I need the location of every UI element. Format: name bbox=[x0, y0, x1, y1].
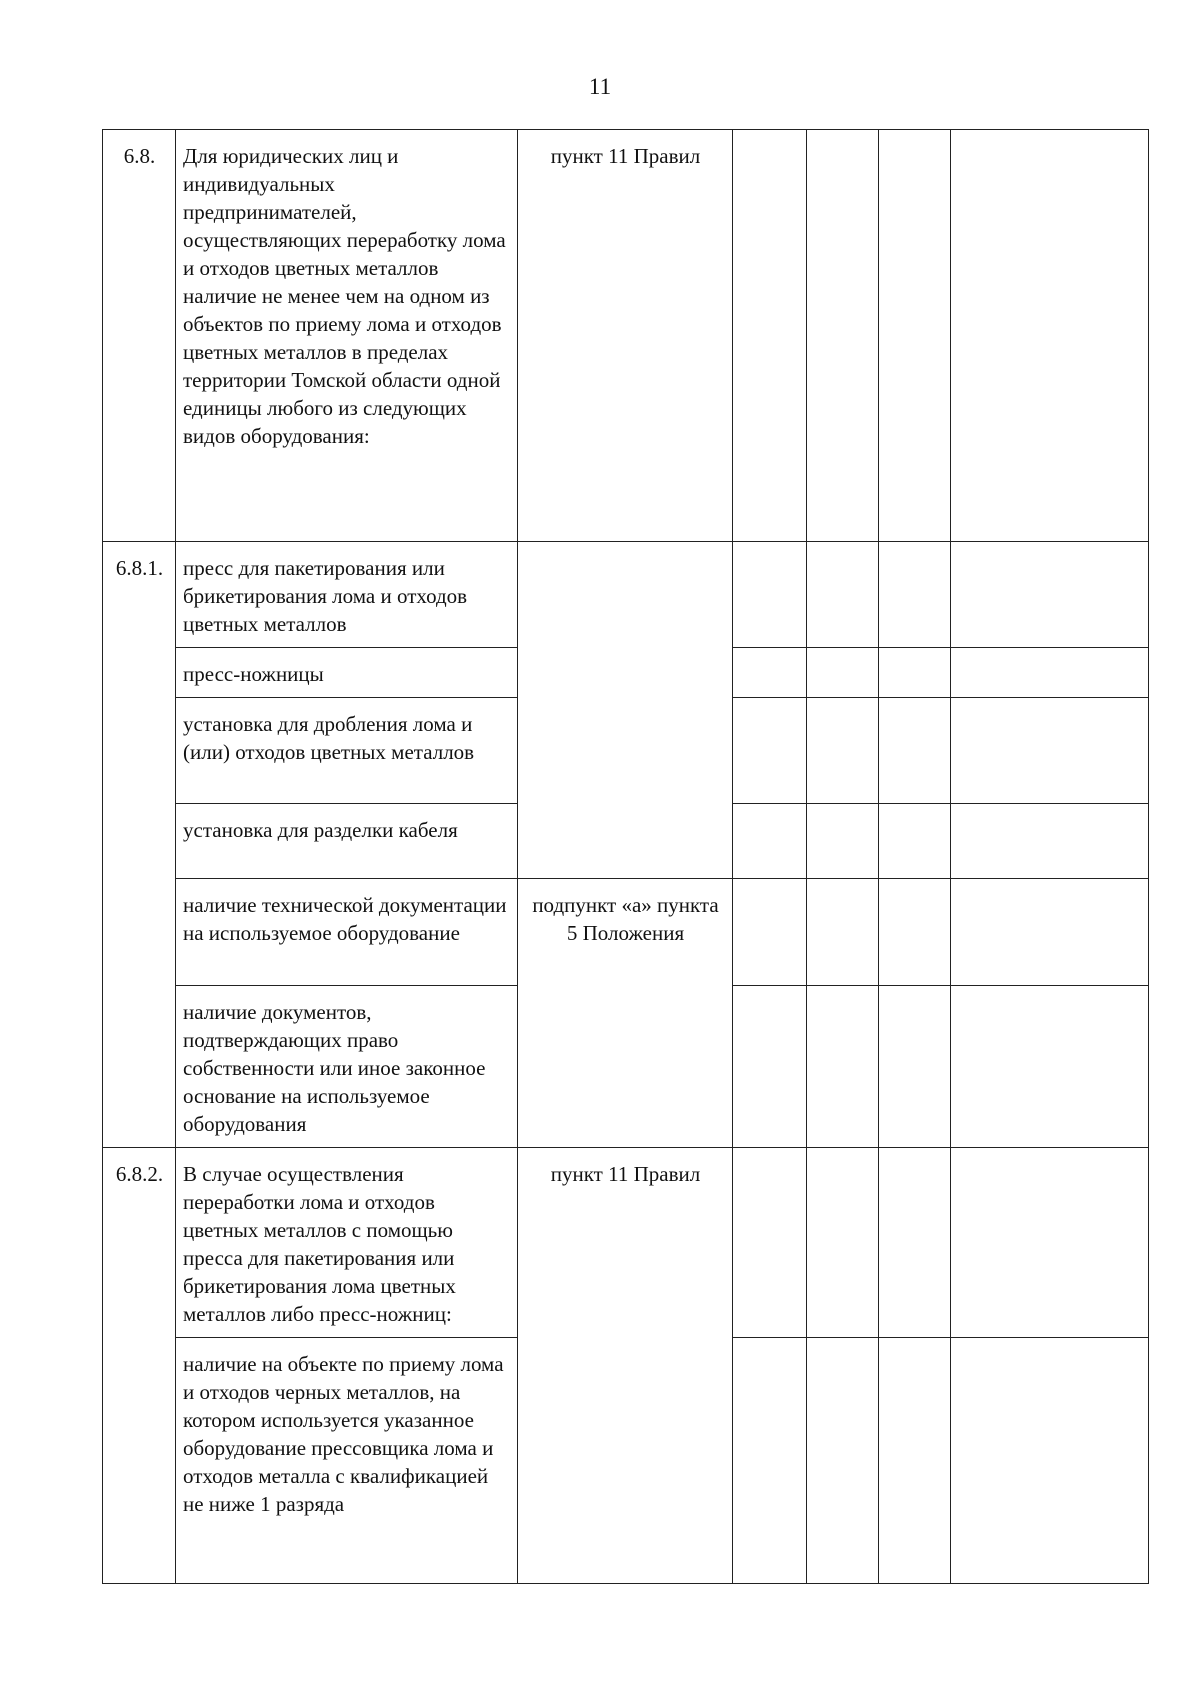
item-number: 6.8.1. bbox=[103, 542, 176, 1148]
item-number: 6.8. bbox=[103, 130, 176, 542]
answer-cell bbox=[733, 1148, 807, 1338]
answer-cell bbox=[733, 879, 807, 986]
answer-cell bbox=[807, 1338, 879, 1584]
answer-cell bbox=[879, 1148, 951, 1338]
answer-cell bbox=[807, 879, 879, 986]
answer-cell bbox=[733, 130, 807, 542]
comment-cell bbox=[951, 986, 1149, 1148]
answer-cell bbox=[807, 804, 879, 879]
requirement-text: наличие на объекте по приему лома и отходов черных металлов, на котором используется указанное оборудование прессовщика лома и отходов металла с квалификацией не ниже 1 разряда bbox=[176, 1338, 518, 1584]
comment-cell bbox=[951, 1338, 1149, 1584]
legal-reference: пункт 11 Правил bbox=[518, 1148, 733, 1584]
answer-cell bbox=[879, 698, 951, 804]
comment-cell bbox=[951, 698, 1149, 804]
answer-cell bbox=[807, 648, 879, 698]
answer-cell bbox=[879, 1338, 951, 1584]
item-number: 6.8.2. bbox=[103, 1148, 176, 1584]
answer-cell bbox=[733, 986, 807, 1148]
requirement-text: пресс для пакетирования или брикетирования лома и отходов цветных металлов bbox=[176, 542, 518, 648]
comment-cell bbox=[951, 804, 1149, 879]
answer-cell bbox=[807, 698, 879, 804]
answer-cell bbox=[807, 986, 879, 1148]
comment-cell bbox=[951, 648, 1149, 698]
table-row bbox=[103, 1148, 1149, 1338]
answer-cell bbox=[807, 130, 879, 542]
table-row bbox=[103, 130, 1149, 542]
answer-cell bbox=[879, 542, 951, 648]
answer-cell bbox=[879, 804, 951, 879]
requirement-text: пресс-ножницы bbox=[176, 648, 518, 698]
requirement-text: наличие технической документации на используемое оборудование bbox=[176, 879, 518, 986]
answer-cell bbox=[733, 804, 807, 879]
answer-cell bbox=[879, 879, 951, 986]
answer-cell bbox=[733, 648, 807, 698]
page-number: 11 bbox=[588, 74, 612, 99]
requirement-text: наличие документов, подтверждающих право собственности или иное законное основание на используемое оборудования bbox=[176, 986, 518, 1148]
table-row bbox=[103, 542, 1149, 648]
requirement-text: Для юридических лиц и индивидуальных предпринимателей, осуществляющих переработку лома и отходов цветных металлов наличие не менее чем на одном из объектов по приему лома и отходов цветных металлов в пределах территории Томской области одной единицы любого из следующих видов оборудования: bbox=[176, 130, 518, 542]
answer-cell bbox=[733, 698, 807, 804]
answer-cell bbox=[807, 1148, 879, 1338]
answer-cell bbox=[733, 1338, 807, 1584]
requirement-text: установка для дробления лома и (или) отходов цветных металлов bbox=[176, 698, 518, 804]
table-row bbox=[103, 879, 1149, 986]
comment-cell bbox=[951, 879, 1149, 986]
answer-cell bbox=[879, 130, 951, 542]
legal-reference: пункт 11 Правил bbox=[518, 130, 733, 542]
legal-reference bbox=[518, 542, 733, 879]
comment-cell bbox=[951, 542, 1149, 648]
comment-cell bbox=[951, 130, 1149, 542]
answer-cell bbox=[879, 648, 951, 698]
requirement-text: установка для разделки кабеля bbox=[176, 804, 518, 879]
answer-cell bbox=[807, 542, 879, 648]
checklist-table bbox=[102, 129, 1149, 1584]
requirement-text: В случае осуществления переработки лома и отходов цветных металлов с помощью пресса для пакетирования или брикетирования лома цветных металлов либо пресс-ножниц: bbox=[176, 1148, 518, 1338]
legal-reference: подпункт «а» пункта 5 Положения bbox=[518, 879, 733, 1148]
answer-cell bbox=[733, 542, 807, 648]
answer-cell bbox=[879, 986, 951, 1148]
comment-cell bbox=[951, 1148, 1149, 1338]
